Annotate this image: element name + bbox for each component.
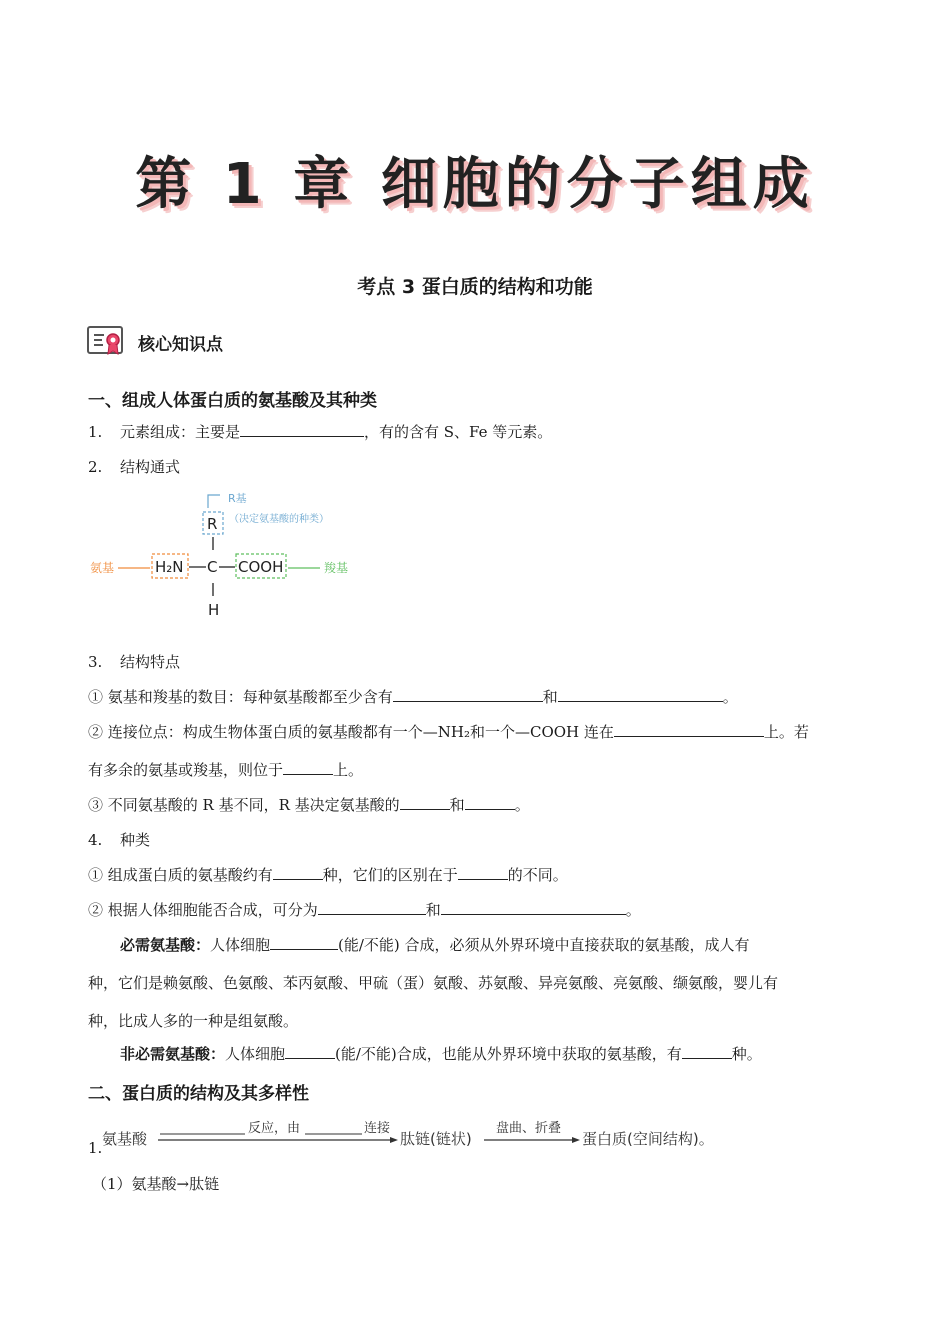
r-symbol: R [207, 515, 218, 533]
item-number: 1. [88, 423, 103, 441]
item-number: 4. [88, 831, 103, 849]
flow-start: 氨基酸 [102, 1130, 148, 1148]
feature-connection-site: ② 连接位点：构成生物体蛋白质的氨基酸都有一个—NH₂和一个—COOH 连在 上。若 [88, 723, 809, 741]
h2n-symbol: H₂N [155, 558, 184, 576]
fill-blank[interactable] [614, 722, 764, 737]
item-structural-features: 3. 结构特点 [88, 653, 181, 671]
subitem-aa-to-peptide: （1）氨基酸→肽链 [92, 1175, 220, 1193]
feature-amino-carboxyl-count: ① 氨基和羧基的数目：每种氨基酸都至少含有 和 。 [88, 688, 738, 706]
item-number: 1. [88, 1139, 103, 1157]
nonessential-amino-acids: 非必需氨基酸：人体细胞 (能/不能)合成，也能从外界环境中获取的氨基酸，有 种。 [120, 1045, 762, 1063]
item-types: 4. 种类 [88, 831, 151, 849]
item-number: 2. [88, 458, 103, 476]
core-knowledge-label: 核心知识点 [138, 335, 223, 355]
feature-connection-site-cont: 有多余的氨基或羧基，则位于 上。 [88, 761, 364, 779]
fill-blank[interactable] [240, 422, 364, 437]
amino-group-label: 氨基 [90, 561, 115, 575]
fill-blank[interactable] [285, 1044, 335, 1059]
types-classification: ② 根据人体细胞能否合成，可分为 和 。 [88, 901, 641, 919]
fill-blank[interactable] [558, 687, 723, 702]
fill-blank[interactable] [400, 795, 450, 810]
cooh-symbol: COOH [238, 558, 284, 576]
fill-blank[interactable] [273, 865, 323, 880]
item-element-composition: 1. 元素组成：主要是 ，有的含有 S、Fe 等元素。 [88, 423, 553, 441]
chapter-title: 第 1 章 细胞的分子组成 [135, 152, 815, 217]
fill-blank[interactable] [393, 687, 543, 702]
flow-label-reaction: 反应，由 [248, 1121, 301, 1136]
flow-mid: 肽链(链状) [400, 1130, 472, 1148]
essential-amino-acids-line2: 种，它们是赖氨酸、色氨酸、苯丙氨酸、甲硫（蛋）氨酸、苏氨酸、异亮氨酸、亮氨酸、缬氨酸，婴儿有 [88, 974, 779, 992]
fill-blank[interactable] [465, 795, 515, 810]
item-structural-formula: 2. 结构通式 [88, 458, 181, 476]
nonessential-label: 非必需氨基酸： [120, 1045, 226, 1063]
carboxyl-group-label: 羧基 [324, 561, 349, 575]
section-heading-1: 一、组成人体蛋白质的氨基酸及其种类 [88, 391, 377, 411]
section-heading-2: 二、蛋白质的结构及其多样性 [88, 1084, 309, 1104]
flow-end: 蛋白质(空间结构)。 [582, 1130, 714, 1148]
essential-amino-acids-line3: 种，比成人多的一种是组氨酸。 [88, 1012, 299, 1030]
fill-blank[interactable] [682, 1044, 732, 1059]
knowledge-book-icon [86, 324, 126, 356]
fill-blank[interactable] [441, 900, 626, 915]
hydrogen-symbol: H [208, 601, 220, 619]
flow-label-fold: 盘曲、折叠 [496, 1121, 562, 1136]
feature-r-group: ③ 不同氨基酸的 R 基不同，R 基决定氨基酸的 和 。 [88, 796, 530, 814]
fill-blank[interactable] [283, 760, 333, 775]
fill-blank[interactable] [270, 935, 338, 950]
central-carbon: C [207, 558, 218, 576]
amino-acid-formula-diagram [88, 490, 388, 620]
r-group-note: （决定氨基酸的种类） [229, 514, 329, 525]
fill-blank[interactable] [318, 900, 426, 915]
topic-title: 考点 3 蛋白质的结构和功能 [357, 276, 593, 298]
essential-amino-acids: 必需氨基酸：人体细胞 (能/不能) 合成，必须从外界环境中直接获取的氨基酸，成人有 [120, 936, 750, 954]
protein-formation-flow [100, 1112, 740, 1156]
fill-blank[interactable] [458, 865, 508, 880]
flow-label-connect: 连接 [364, 1121, 391, 1136]
essential-label: 必需氨基酸： [120, 936, 211, 954]
r-group-label: R基 [228, 492, 247, 505]
item-number: 3. [88, 653, 103, 671]
types-count: ① 组成蛋白质的氨基酸约有 种，它们的区别在于 的不同。 [88, 866, 568, 884]
